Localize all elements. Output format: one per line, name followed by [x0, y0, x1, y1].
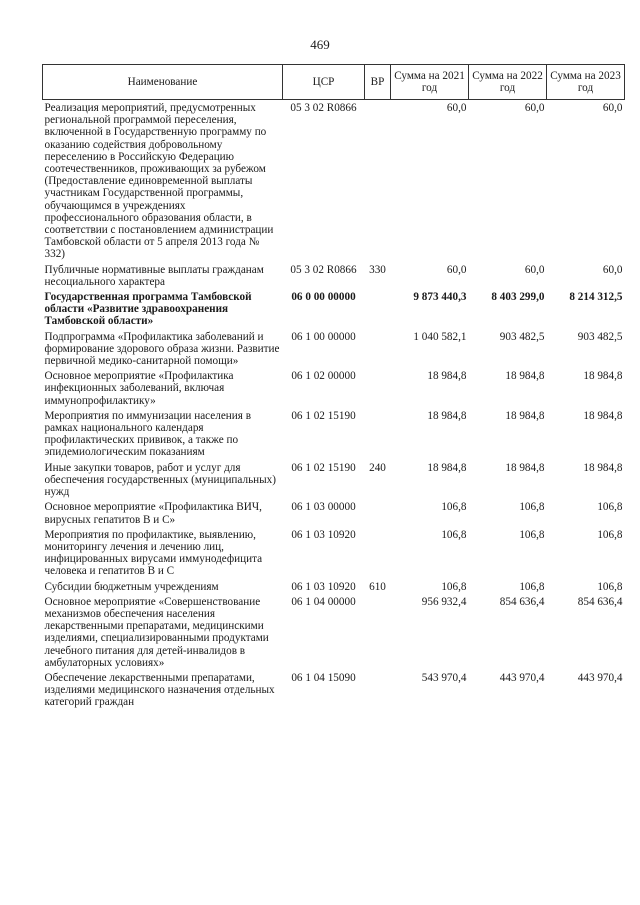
row-sum-2021: 956 932,4 — [421, 595, 467, 608]
table-row — [43, 672, 625, 712]
row-sum-2023: 854 636,4 — [577, 595, 623, 608]
row-sum-2023: 18 984,8 — [583, 370, 623, 383]
row-csr: 06 1 04 00000 — [291, 595, 356, 608]
row-sum-2022: 903 482,5 — [499, 330, 545, 343]
row-sum-2021: 60,0 — [446, 263, 467, 276]
row-csr: 06 1 04 15090 — [291, 671, 356, 684]
table-row — [43, 410, 625, 462]
row-csr: 06 1 02 15190 — [291, 461, 356, 474]
row-sum-2022: 8 403 299,0 — [491, 291, 545, 304]
row-sum-2022: 106,8 — [519, 528, 545, 541]
header-csr: ЦСР — [283, 65, 365, 100]
row-vr — [365, 331, 391, 371]
header-name: Наименование — [43, 65, 283, 100]
row-sum-2022: 18 984,8 — [505, 409, 545, 422]
header-vr: ВР — [365, 65, 391, 100]
row-sum-2021: 18 984,8 — [427, 409, 467, 422]
table-row — [43, 291, 625, 331]
row-vr — [365, 672, 391, 712]
budget-table — [42, 64, 625, 712]
row-sum-2023: 8 214 312,5 — [569, 291, 623, 304]
table-row — [43, 100, 625, 264]
row-sum-2021: 543 970,4 — [421, 671, 467, 684]
row-vr — [365, 529, 391, 581]
row-name: Обеспечение лекарственными препаратами, изделиями медицинского назначения отдельных категорий граждан — [44, 671, 275, 709]
header-sum-2022: Сумма на 2022 год — [469, 65, 547, 100]
row-sum-2021: 106,8 — [441, 580, 467, 593]
row-sum-2023: 106,8 — [597, 580, 623, 593]
row-sum-2022: 106,8 — [519, 580, 545, 593]
row-sum-2022: 60,0 — [524, 263, 545, 276]
row-sum-2023: 60,0 — [602, 263, 623, 276]
row-name: Основное мероприятие «Совершенствование механизмов обеспечения населения лекарственными препаратами, медицинскими изделиями, специализированными продуктами лечебного питания для детей-инвалидов в амбулаторных условиях» — [44, 595, 269, 669]
row-vr — [365, 410, 391, 462]
table-row — [43, 596, 625, 672]
row-csr: 05 3 02 R0866 — [290, 102, 357, 114]
row-sum-2023: 106,8 — [597, 501, 623, 514]
table-row — [43, 331, 625, 371]
table-row — [43, 462, 625, 502]
row-vr — [365, 501, 391, 528]
row-name: Государственная программа Тамбовской области «Развитие здравоохранения Тамбовской области» — [44, 291, 252, 328]
row-csr: 06 1 03 10920 — [291, 580, 356, 593]
row-name: Субсидии бюджетным учреждениям — [44, 580, 219, 593]
row-sum-2023: 903 482,5 — [577, 330, 623, 343]
row-name: Публичные нормативные выплаты гражданам несоциального характера — [44, 263, 264, 288]
table-body — [43, 100, 625, 712]
row-name: Реализация мероприятий, предусмотренных региональной программой переселения, включенной в Государственную программу по оказанию содействия добровольному переселению в Российскую Федерацию соотечественников, проживающих за рубежом (Предоставление единовременной выплаты участникам Государственной программы, обучающимся в учреждениях профессионального образования области, в соответствии с постановлением администрации Тамбовской области от 5 апреля 2013 года № 332) — [44, 102, 274, 261]
table-row — [43, 264, 625, 291]
table-row — [43, 370, 625, 410]
row-name: Мероприятия по иммунизации населения в рамках национального календаря профилактических прививок, а также по эпидемиологическим показаниям — [44, 409, 251, 459]
row-csr: 06 1 03 10920 — [291, 528, 356, 541]
table-header — [43, 65, 625, 100]
row-sum-2021: 18 984,8 — [427, 370, 467, 383]
row-sum-2021: 106,8 — [441, 501, 467, 514]
row-sum-2022: 18 984,8 — [505, 461, 545, 474]
table-row — [43, 529, 625, 581]
row-csr: 06 0 00 00000 — [291, 291, 356, 304]
row-csr: 06 1 00 00000 — [291, 330, 356, 343]
row-csr: 06 1 02 00000 — [291, 370, 356, 383]
row-sum-2022: 60,0 — [524, 102, 545, 114]
row-vr — [365, 370, 391, 410]
row-sum-2021: 1 040 582,1 — [413, 330, 467, 343]
row-name: Подпрограмма «Профилактика заболеваний и формирование здорового образа жизни. Развитие первичной медико-санитарной помощи» — [44, 330, 280, 368]
row-sum-2022: 18 984,8 — [505, 370, 545, 383]
row-sum-2021: 60,0 — [446, 102, 467, 114]
row-sum-2023: 18 984,8 — [583, 461, 623, 474]
header-sum-2023: Сумма на 2023 год — [547, 65, 625, 100]
row-name: Иные закупки товаров, работ и услуг для обеспечения государственных (муниципальных) нужд — [44, 461, 276, 499]
row-vr: 240 — [369, 461, 386, 474]
row-sum-2022: 106,8 — [519, 501, 545, 514]
row-vr — [365, 100, 391, 264]
row-sum-2023: 443 970,4 — [577, 671, 623, 684]
row-vr: 330 — [369, 263, 386, 276]
row-sum-2023: 60,0 — [602, 102, 623, 114]
row-vr — [365, 291, 391, 331]
row-sum-2022: 854 636,4 — [499, 595, 545, 608]
row-name: Основное мероприятие «Профилактика ВИЧ, вирусных гепатитов В и С» — [44, 501, 262, 526]
row-vr: 610 — [369, 580, 386, 593]
table-row — [43, 581, 625, 596]
row-sum-2023: 106,8 — [597, 528, 623, 541]
row-sum-2022: 443 970,4 — [499, 671, 545, 684]
row-csr: 06 1 02 15190 — [291, 409, 356, 422]
table-row — [43, 501, 625, 528]
row-sum-2021: 9 873 440,3 — [413, 291, 467, 304]
row-sum-2021: 106,8 — [441, 528, 467, 541]
row-sum-2021: 18 984,8 — [427, 461, 467, 474]
row-csr: 05 3 02 R0866 — [290, 263, 357, 276]
row-sum-2023: 18 984,8 — [583, 409, 623, 422]
row-name: Мероприятия по профилактике, выявлению, мониторингу лечения и лечению лиц, инфицированных вирусами иммунодефицита человека и гепатитов В и С — [44, 528, 263, 578]
header-sum-2021: Сумма на 2021 год — [391, 65, 469, 100]
row-vr — [365, 596, 391, 672]
page-number: 469 — [310, 37, 330, 52]
row-csr: 06 1 03 00000 — [291, 501, 356, 514]
row-name: Основное мероприятие «Профилактика инфекционных заболеваний, включая иммунопрофилактику» — [44, 370, 234, 407]
